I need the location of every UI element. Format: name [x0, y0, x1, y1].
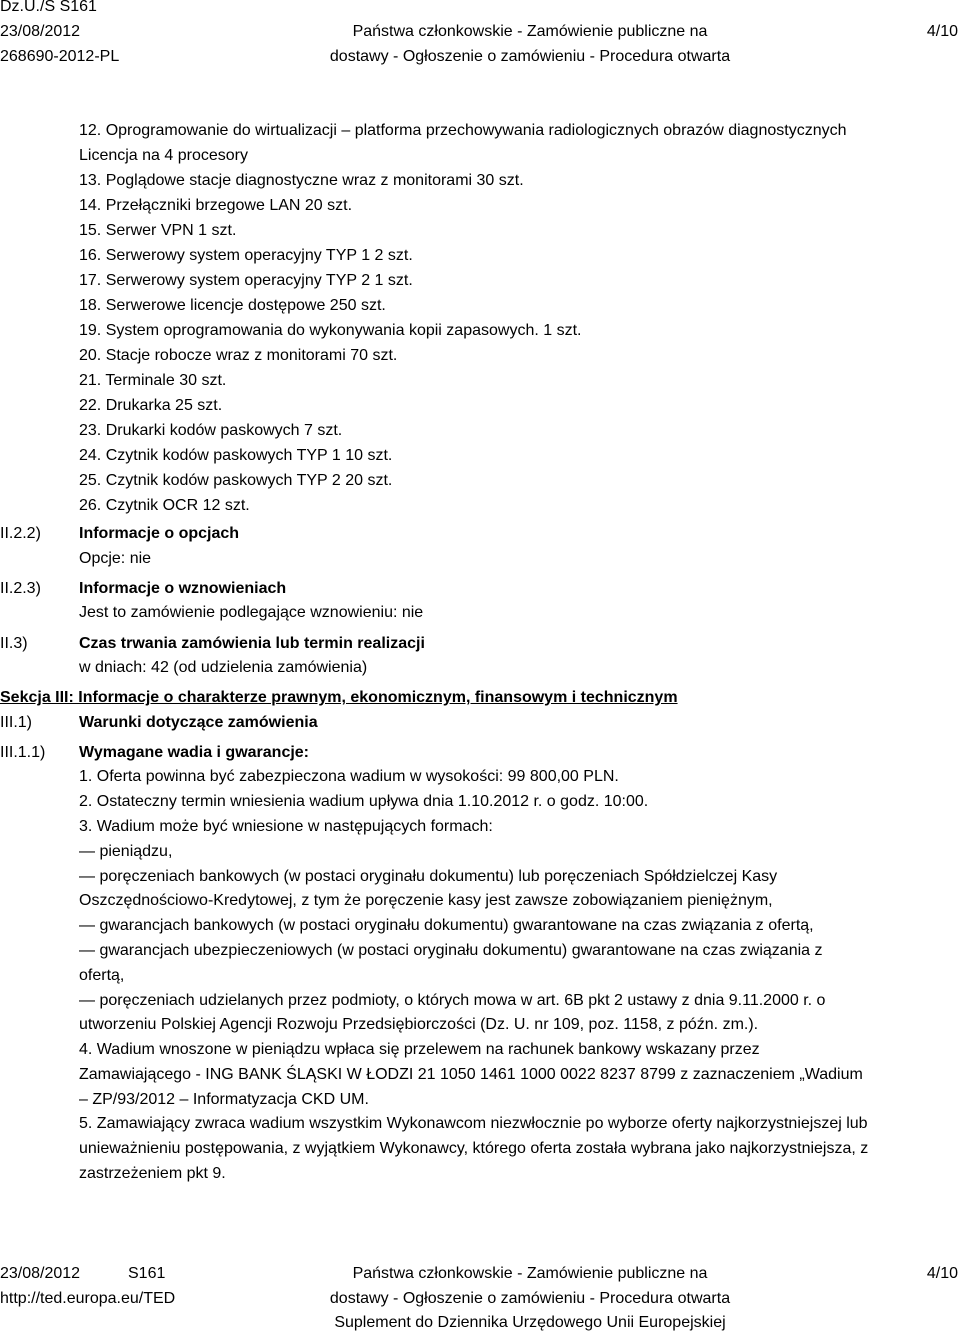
footer-series: S161: [128, 1265, 166, 1282]
section-label: II.2.3): [0, 580, 41, 597]
list-item: 17. Serwerowy system operacyjny TYP 2 1 szt.: [79, 272, 413, 289]
list-item: 19. System oprogramowania do wykonywania kopii zapasowych. 1 szt.: [79, 322, 582, 339]
section-heading: Informacje o wznowieniach: [79, 580, 287, 597]
section-text: Opcje: nie: [79, 550, 152, 567]
paragraph-line: Zamawiającego - ING BANK ŚLĄSKI W ŁODZI 21 1050 1461 1000 0022 8237 8799 z zaznaczeniem „Wadium: [79, 1066, 863, 1083]
list-item: 22. Drukarka 25 szt.: [79, 397, 223, 414]
section-label: III.1): [0, 714, 33, 731]
footer-title-line2: dostawy - Ogłoszenie o zamówieniu - Procedura otwarta: [329, 1290, 731, 1307]
paragraph-line: 4. Wadium wnoszone w pieniądzu wpłaca się przelewem na rachunek bankowy wskazany przez: [79, 1041, 760, 1058]
paragraph-line: 1. Oferta powinna być zabezpieczona wadium w wysokości: 99 800,00 PLN.: [79, 768, 619, 785]
list-item: 20. Stacje robocze wraz z monitorami 70 szt.: [79, 347, 398, 364]
section-heading: Warunki dotyczące zamówienia: [79, 714, 318, 731]
footer-title-line3: Suplement do Dziennika Urzędowego Unii Europejskiej: [334, 1314, 726, 1331]
footer-title-line1: Państwa członkowskie - Zamówienie publiczne na: [352, 1265, 708, 1282]
paragraph-line: 2. Ostateczny termin wniesienia wadium upływa dnia 1.10.2012 r. o godz. 10:00.: [79, 793, 649, 810]
paragraph-line: unieważnieniu postępowania, z wyjątkiem Wykonawcy, którego oferta została wybrana jako najkorzystniejsza, z: [79, 1140, 869, 1157]
section-iii-title: Sekcja III: Informacje o charakterze prawnym, ekonomicznym, finansowym i technicznym: [0, 689, 678, 706]
list-item: 14. Przełączniki brzegowe LAN 20 szt.: [79, 197, 353, 214]
list-item: 15. Serwer VPN 1 szt.: [79, 222, 237, 239]
header-title-line1: Państwa członkowskie - Zamówienie publiczne na: [352, 23, 708, 40]
paragraph-line: ofertą,: [79, 967, 125, 984]
section-text: w dniach: 42 (od udzielenia zamówienia): [79, 659, 368, 676]
paragraph-line: 5. Zamawiający zwraca wadium wszystkim Wykonawcom niezwłocznie po wyborze oferty najkorzystniejszej lub: [79, 1115, 868, 1132]
footer-page-number: 4/10: [926, 1265, 958, 1282]
list-item: 18. Serwerowe licencje dostępowe 250 szt.: [79, 297, 386, 314]
list-item: 26. Czytnik OCR 12 szt.: [79, 497, 250, 514]
paragraph-line: — gwarancjach bankowych (w postaci oryginału dokumentu) gwarantowane na czas związania z ofertą,: [79, 917, 814, 934]
list-item: 16. Serwerowy system operacyjny TYP 1 2 szt.: [79, 247, 413, 264]
list-item: 24. Czytnik kodów paskowych TYP 1 10 szt.: [79, 447, 393, 464]
paragraph-line: — poręczeniach udzielanych przez podmioty, o których mowa w art. 6B pkt 2 ustawy z dnia 9.11.2000 r. o: [79, 992, 826, 1009]
list-item: Licencja na 4 procesory: [79, 147, 248, 164]
section-label: II.2.2): [0, 525, 41, 542]
list-item: 21. Terminale 30 szt.: [79, 372, 227, 389]
footer-date: 23/08/2012: [0, 1265, 81, 1282]
paragraph-line: — gwarancjach ubezpieczeniowych (w postaci oryginału dokumentu) gwarantowane na czas związania z: [79, 942, 823, 959]
footer-url: http://ted.europa.eu/TED: [0, 1290, 176, 1307]
paragraph-line: 3. Wadium może być wniesione w następujących formach:: [79, 818, 493, 835]
header-date: 23/08/2012: [0, 23, 81, 40]
list-item: 13. Poglądowe stacje diagnostyczne wraz z monitorami 30 szt.: [79, 172, 524, 189]
header-journal: Dz.U./S S161: [0, 0, 97, 15]
section-text: Jest to zamówienie podlegające wznowieniu: nie: [79, 604, 424, 621]
paragraph-line: — poręczeniach bankowych (w postaci oryginału dokumentu) lub poręczeniach Spółdzielczej Kasy: [79, 868, 778, 885]
list-item: 23. Drukarki kodów paskowych 7 szt.: [79, 422, 343, 439]
paragraph-line: – ZP/93/2012 – Informatyzacja CKD UM.: [79, 1091, 369, 1108]
section-label: II.3): [0, 635, 28, 652]
header-doc-number: 268690-2012-PL: [0, 48, 120, 65]
paragraph-line: utworzeniu Polskiej Agencji Rozwoju Przedsiębiorczości (Dz. U. nr 109, poz. 1158, z późn. zm.).: [79, 1016, 759, 1033]
list-item: 12. Oprogramowanie do wirtualizacji – platforma przechowywania radiologicznych obrazów diagnostycznych: [79, 122, 847, 139]
paragraph-line: zastrzeżeniem pkt 9.: [79, 1165, 226, 1182]
paragraph-line: — pieniądzu,: [79, 843, 173, 860]
section-label: III.1.1): [0, 744, 46, 761]
list-item: 25. Czytnik kodów paskowych TYP 2 20 szt.: [79, 472, 393, 489]
section-heading: Czas trwania zamówienia lub termin realizacji: [79, 635, 425, 652]
paragraph-line: Oszczędnościowo-Kredytowej, z tym że poręczenie kasy jest zawsze zobowiązaniem pieniężnym,: [79, 892, 773, 909]
header-page-number: 4/10: [926, 23, 958, 40]
header-title-line2: dostawy - Ogłoszenie o zamówieniu - Procedura otwarta: [329, 48, 731, 65]
section-heading: Informacje o opcjach: [79, 525, 240, 542]
section-heading: Wymagane wadia i gwarancje:: [79, 744, 310, 761]
